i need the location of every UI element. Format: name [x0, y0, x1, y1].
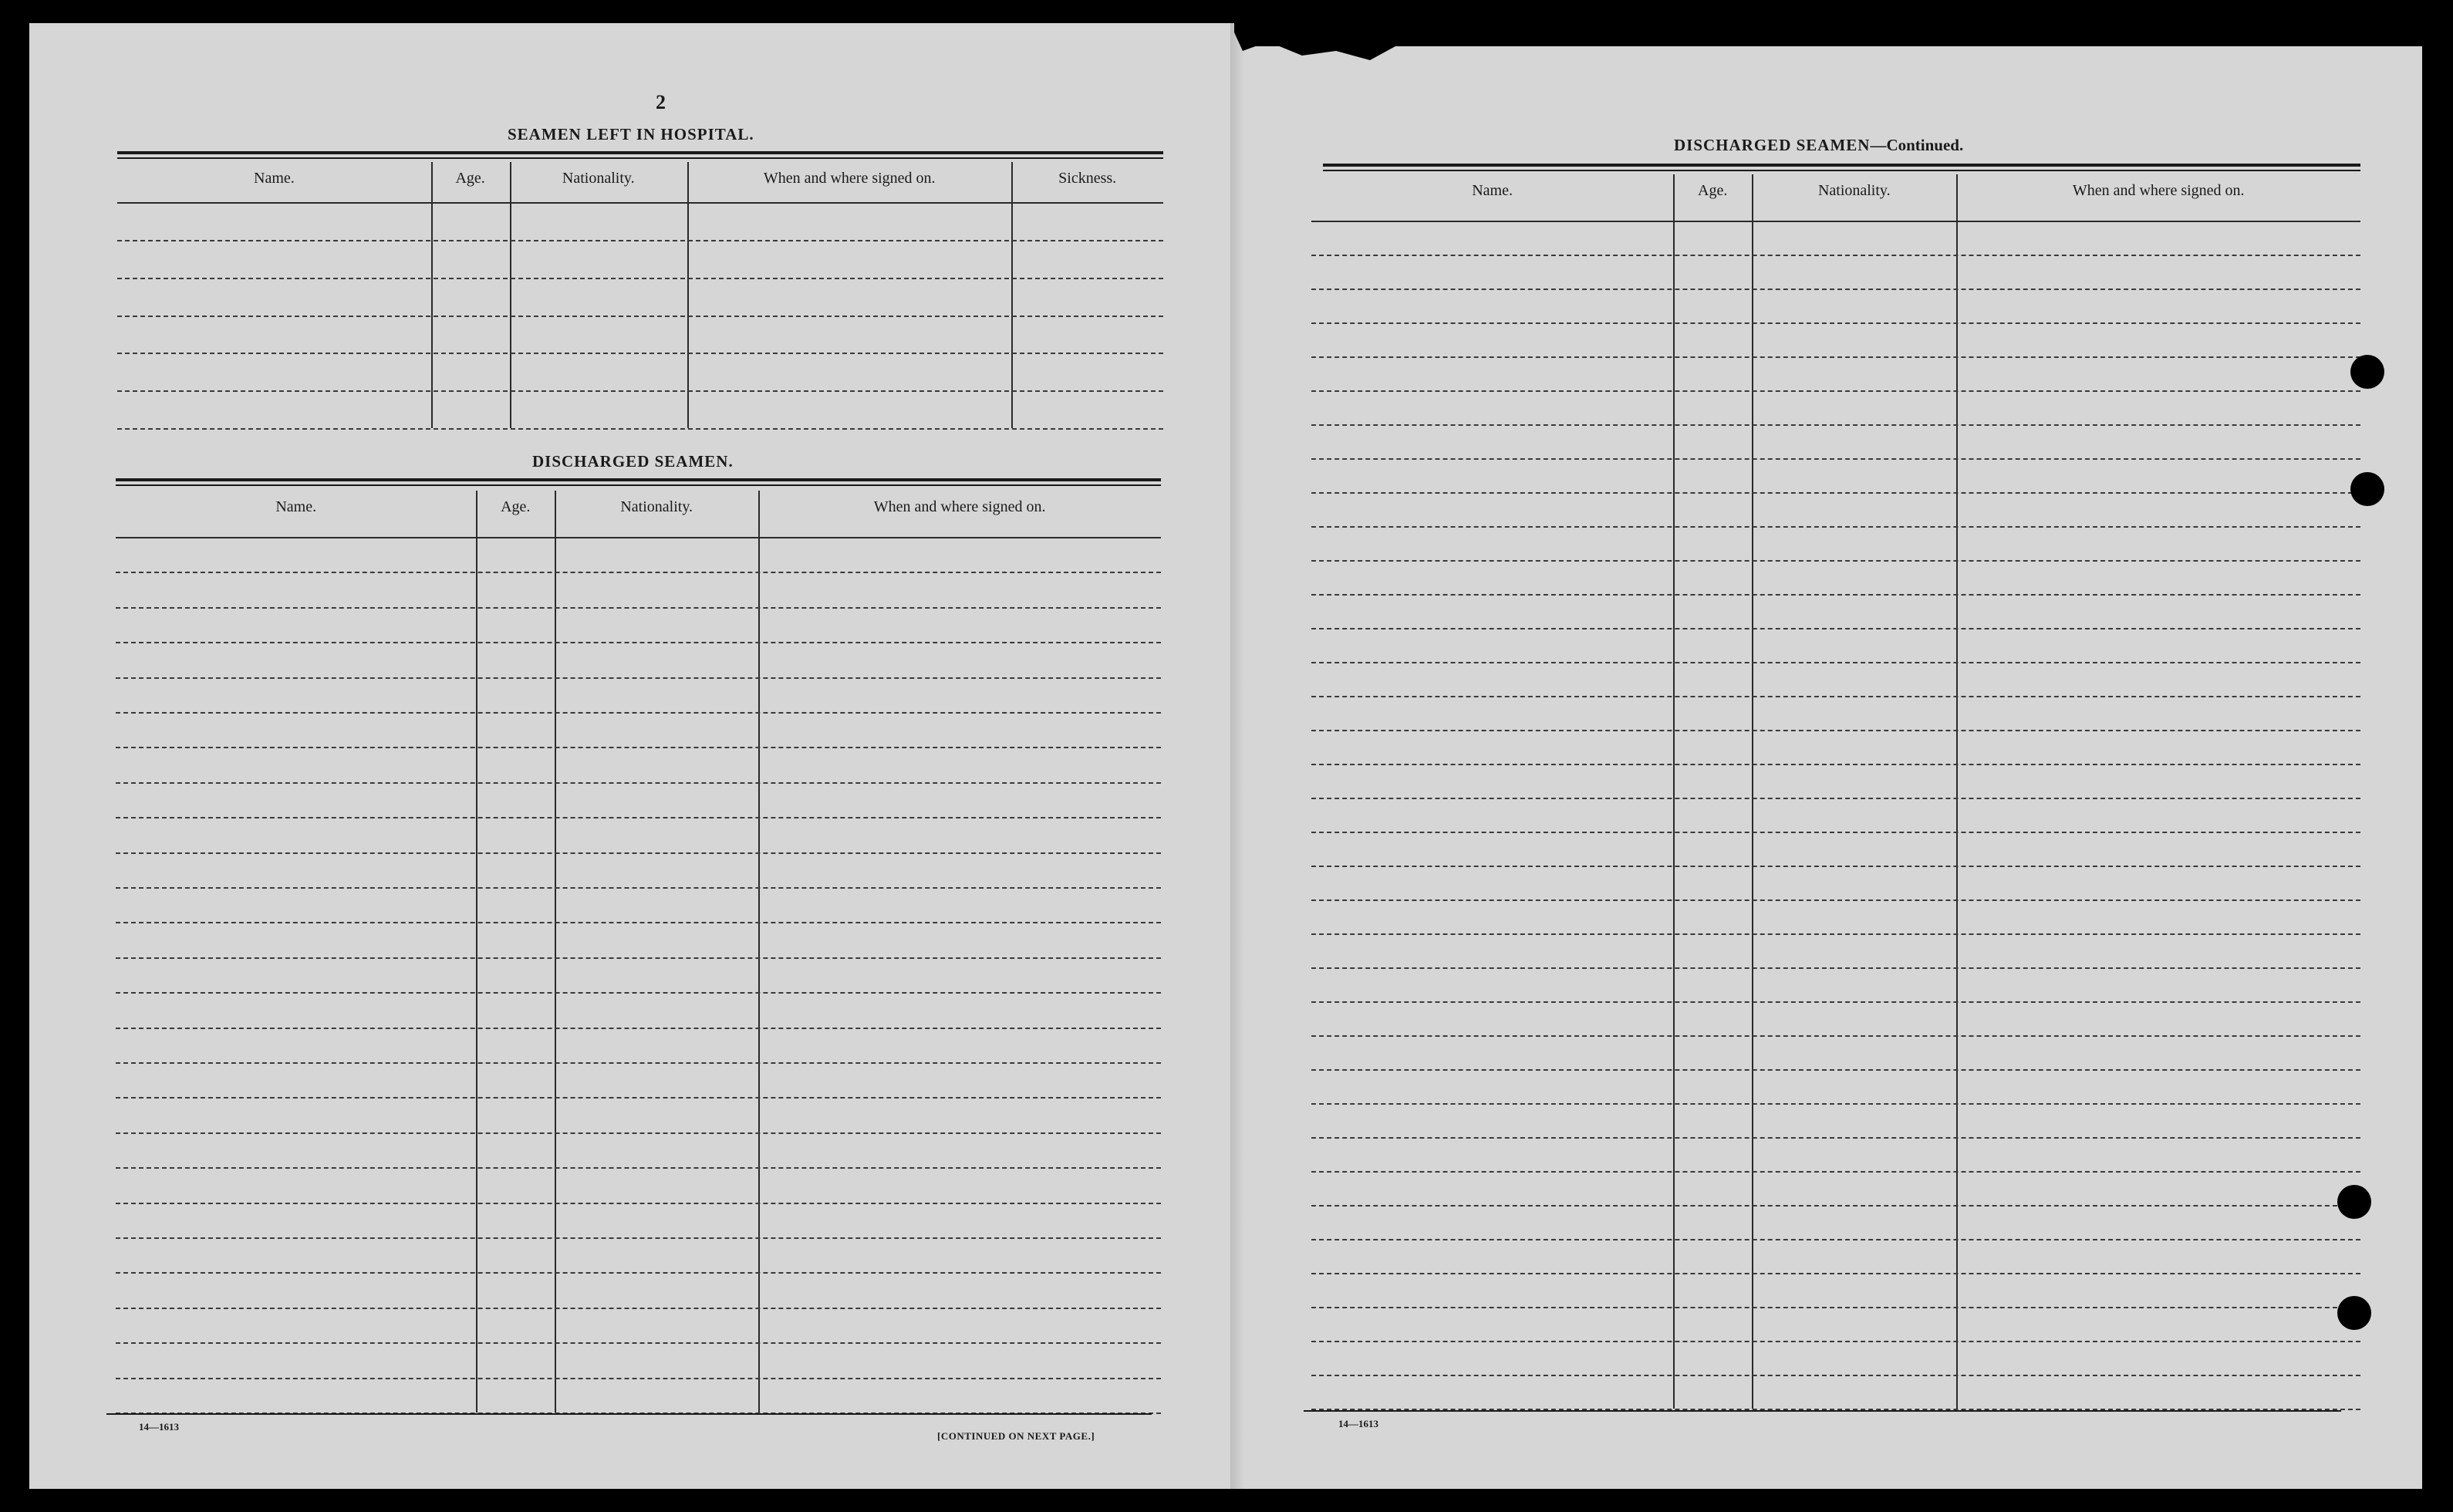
hospital-col-divider [431, 162, 433, 428]
form-number-right: 14—1613 [1338, 1418, 1378, 1429]
hospital-col-header: Sickness. [1058, 170, 1117, 187]
discharged-header-rule [116, 537, 1161, 538]
continued-row-line [1311, 255, 2360, 256]
discharged-table [116, 491, 1161, 1412]
continued-row-line [1311, 560, 2360, 562]
discharged-row-line [116, 1028, 1161, 1029]
continued-row-line [1311, 730, 2360, 731]
hospital-col-header: When and where signed on. [763, 170, 936, 187]
continued-row-line [1311, 594, 2360, 596]
discharged-row-line [116, 957, 1161, 959]
continued-col-header: Nationality. [1817, 182, 1891, 199]
continued-row-line [1311, 866, 2360, 867]
discharged-col-header: When and where signed on. [873, 498, 1046, 515]
discharged-row-line [116, 992, 1161, 994]
discharged-row-line [116, 1342, 1161, 1344]
page-fold [1230, 23, 1244, 1489]
discharged-row-line [116, 1203, 1161, 1204]
continued-row-line [1311, 1069, 2360, 1071]
hospital-col-header: Age. [455, 170, 485, 187]
discharged-col-divider [476, 491, 477, 1412]
discharged-col-divider [758, 491, 760, 1412]
hospital-table [117, 162, 1163, 428]
page-number: 2 [656, 91, 666, 113]
continued-row-line [1311, 899, 2360, 901]
continued-col-divider [1956, 174, 1958, 1409]
continued-bottom-rule [1304, 1410, 2341, 1412]
hospital-col-divider [510, 162, 511, 428]
discharged-row-line [116, 1097, 1161, 1099]
discharged-row-line [116, 712, 1161, 714]
discharged-top-rule [116, 478, 1161, 481]
discharged-row-line [116, 1132, 1161, 1134]
continued-col-header: Age. [1698, 182, 1728, 199]
continued-row-line [1311, 696, 2360, 697]
continued-row-line [1311, 1273, 2360, 1274]
discharged-row-line [116, 677, 1161, 679]
discharged-top-rule-2 [116, 484, 1161, 486]
continued-col-header: Name. [1472, 182, 1513, 199]
continued-row-line [1311, 424, 2360, 426]
hospital-header-rule [117, 202, 1163, 204]
discharged-row-line [116, 887, 1161, 889]
continued-row-line [1311, 458, 2360, 460]
binder-hole-1 [2350, 355, 2384, 389]
continued-top-rule-2 [1323, 170, 2360, 171]
continued-col-header: When and where signed on. [2072, 182, 2245, 199]
hospital-row-line [117, 316, 1163, 317]
continued-col-divider [1752, 174, 1753, 1409]
discharged-row-line [116, 817, 1161, 818]
continued-row-line [1311, 1103, 2360, 1105]
continued-row-line [1311, 356, 2360, 358]
discharged-bottom-rule [106, 1413, 1152, 1415]
continued-row-line [1311, 1307, 2360, 1308]
continued-row-line [1311, 289, 2360, 290]
hospital-col-header: Name. [254, 170, 295, 187]
discharged-section-title: DISCHARGED SEAMEN. [532, 452, 734, 471]
continued-row-line [1311, 1375, 2360, 1376]
continued-row-line [1311, 798, 2360, 799]
continued-note: [CONTINUED ON NEXT PAGE.] [937, 1430, 1095, 1442]
binder-hole-3 [2337, 1185, 2371, 1219]
form-number-left: 14—1613 [139, 1421, 179, 1433]
discharged-col-header: Name. [275, 498, 317, 515]
continued-row-line [1311, 764, 2360, 765]
discharged-row-line [116, 922, 1161, 923]
continued-row-line [1311, 492, 2360, 494]
continued-header-rule [1311, 221, 2360, 222]
discharged-row-line [116, 1062, 1161, 1064]
discharged-row-line [116, 1308, 1161, 1309]
hospital-col-divider [687, 162, 689, 428]
discharged-row-line [116, 1237, 1161, 1239]
discharged-row-line [116, 1272, 1161, 1274]
discharged-row-line [116, 782, 1161, 784]
continued-row-line [1311, 1001, 2360, 1003]
hospital-row-line [117, 390, 1163, 392]
continued-row-line [1311, 1239, 2360, 1240]
discharged-row-line [116, 1378, 1161, 1379]
continued-row-line [1311, 1205, 2360, 1207]
continued-row-line [1311, 1137, 2360, 1139]
discharged-row-line [116, 852, 1161, 854]
continued-row-line [1311, 628, 2360, 629]
continued-row-line [1311, 390, 2360, 392]
discharged-row-line [116, 1167, 1161, 1169]
discharged-continued-title [1674, 136, 1963, 155]
hospital-row-line [117, 278, 1163, 279]
hospital-col-divider [1011, 162, 1013, 428]
discharged-continued-title-suffix: —Continued. [1870, 136, 1964, 154]
continued-row-line [1311, 322, 2360, 324]
discharged-col-header: Age. [501, 498, 531, 515]
discharged-col-header: Nationality. [620, 498, 693, 515]
hospital-row-line [117, 240, 1163, 241]
continued-row-line [1311, 1341, 2360, 1342]
binder-hole-4 [2337, 1296, 2371, 1330]
hospital-col-header: Nationality. [562, 170, 635, 187]
discharged-row-line [116, 747, 1161, 748]
hospital-section-title: SEAMEN LEFT IN HOSPITAL. [508, 125, 754, 143]
continued-row-line [1311, 1171, 2360, 1173]
discharged-col-divider [555, 491, 556, 1412]
hospital-row-line [117, 353, 1163, 354]
continued-col-divider [1673, 174, 1675, 1409]
continued-row-line [1311, 967, 2360, 969]
hospital-top-rule [117, 151, 1163, 154]
hospital-row-line [117, 428, 1163, 430]
continued-row-line [1311, 832, 2360, 833]
continued-row-line [1311, 662, 2360, 663]
discharged-row-line [116, 607, 1161, 609]
discharged-row-line [116, 572, 1161, 573]
hospital-top-rule-2 [117, 157, 1163, 159]
continued-row-line [1311, 933, 2360, 935]
discharged-row-line [116, 642, 1161, 643]
discharged-continued-table [1311, 174, 2360, 1409]
continued-top-rule [1323, 164, 2360, 167]
continued-row-line [1311, 526, 2360, 528]
binder-hole-2 [2350, 472, 2384, 506]
continued-row-line [1311, 1035, 2360, 1037]
discharged-continued-title-main: DISCHARGED SEAMEN [1674, 136, 1871, 154]
